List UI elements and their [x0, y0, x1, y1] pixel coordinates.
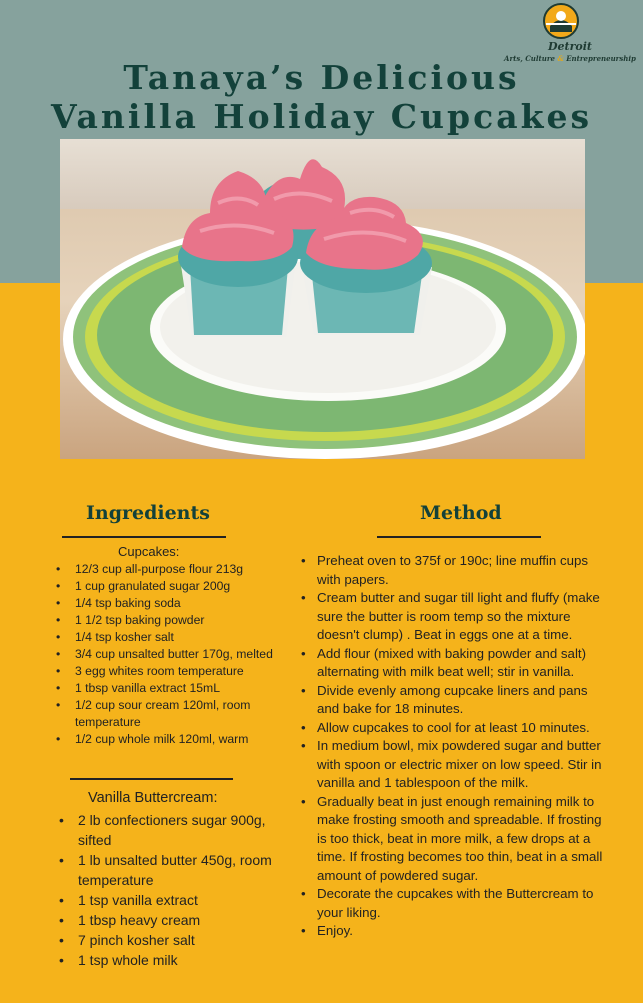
list-item: • 1 1/2 tsp baking powder — [55, 612, 275, 629]
list-item: • Gradually beat in just enough remaining milk to make frosting smooth and spreadable. If frosting is too thick, beat in more milk, a few drops at a time. If frosting becomes too thin, beat in a small amount of powdered sugar. — [300, 793, 612, 886]
list-item: • 3/4 cup unsalted butter 170g, melted — [55, 646, 275, 663]
list-item: • Cream butter and sugar till light and fluffy (make sure the butter is room temp so the mixture doesn't clump) . Beat in eggs one at a time. — [300, 589, 612, 645]
list-item: • 1/4 tsp kosher salt — [55, 629, 275, 646]
list-item: • Preheat oven to 375f or 190c; line muffin cups with papers. — [300, 552, 612, 589]
list-item: • 3 egg whites room temperature — [55, 663, 275, 680]
list-item: • 1/2 cup sour cream 120ml, room temperature — [55, 697, 275, 731]
buttercream-subheading: Vanilla Buttercream: — [88, 790, 218, 806]
list-item: • 1 lb unsalted butter 450g, room temperature — [58, 850, 278, 890]
list-item: • In medium bowl, mix powdered sugar and butter with spoon or electric mixer on low speed. Stir in vanilla and 1 tablespoon of the milk. — [300, 737, 612, 793]
ingredients-heading: Ingredients — [86, 502, 210, 524]
list-item: • 7 pinch kosher salt — [58, 930, 278, 950]
recipe-title-line1: Tanaya’s Delicious — [123, 58, 520, 97]
list-item: • 1 tbsp vanilla extract 15mL — [55, 680, 275, 697]
list-item: • 1 cup granulated sugar 200g — [55, 578, 275, 595]
list-item: • Add flour (mixed with baking powder and salt) alternating with milk beat well; stir in vanilla. — [300, 645, 612, 682]
list-item: • 1 tsp vanilla extract — [58, 890, 278, 910]
recipe-title-line2: Vanilla Holiday Cupcakes — [50, 97, 593, 136]
ingredients-divider — [62, 536, 226, 538]
logo — [497, 0, 643, 66]
cupcake-photo — [60, 139, 585, 459]
logo-tagline: Arts, Culture & Entrepreneurship — [504, 54, 636, 63]
list-item: • Allow cupcakes to cool for at least 10 minutes. — [300, 719, 612, 738]
list-item: • Decorate the cupcakes with the Buttercream to your liking. — [300, 885, 612, 922]
logo-name: Detroit — [547, 40, 592, 53]
list-item: • 1 tsp whole milk — [58, 950, 278, 970]
list-item: • 2 lb confectioners sugar 900g, sifted — [58, 810, 278, 850]
list-item: • 12/3 cup all-purpose flour 213g — [55, 561, 275, 578]
cupcake-ingredient-list — [55, 561, 275, 748]
method-divider — [377, 536, 541, 538]
list-item: • 1 tbsp heavy cream — [58, 910, 278, 930]
list-item: • 1/4 tsp baking soda — [55, 595, 275, 612]
cupcakes-subheading: Cupcakes: — [118, 544, 180, 559]
logo-emblem-icon — [542, 2, 580, 40]
method-steps-list — [300, 552, 612, 941]
buttercream-divider — [70, 778, 233, 780]
list-item: • Divide evenly among cupcake liners and pans and bake for 18 minutes. — [300, 682, 612, 719]
list-item: • Enjoy. — [300, 922, 612, 941]
method-heading: Method — [420, 502, 502, 524]
list-item: • 1/2 cup whole milk 120ml, warm — [55, 731, 275, 748]
buttercream-ingredient-list — [58, 810, 278, 970]
